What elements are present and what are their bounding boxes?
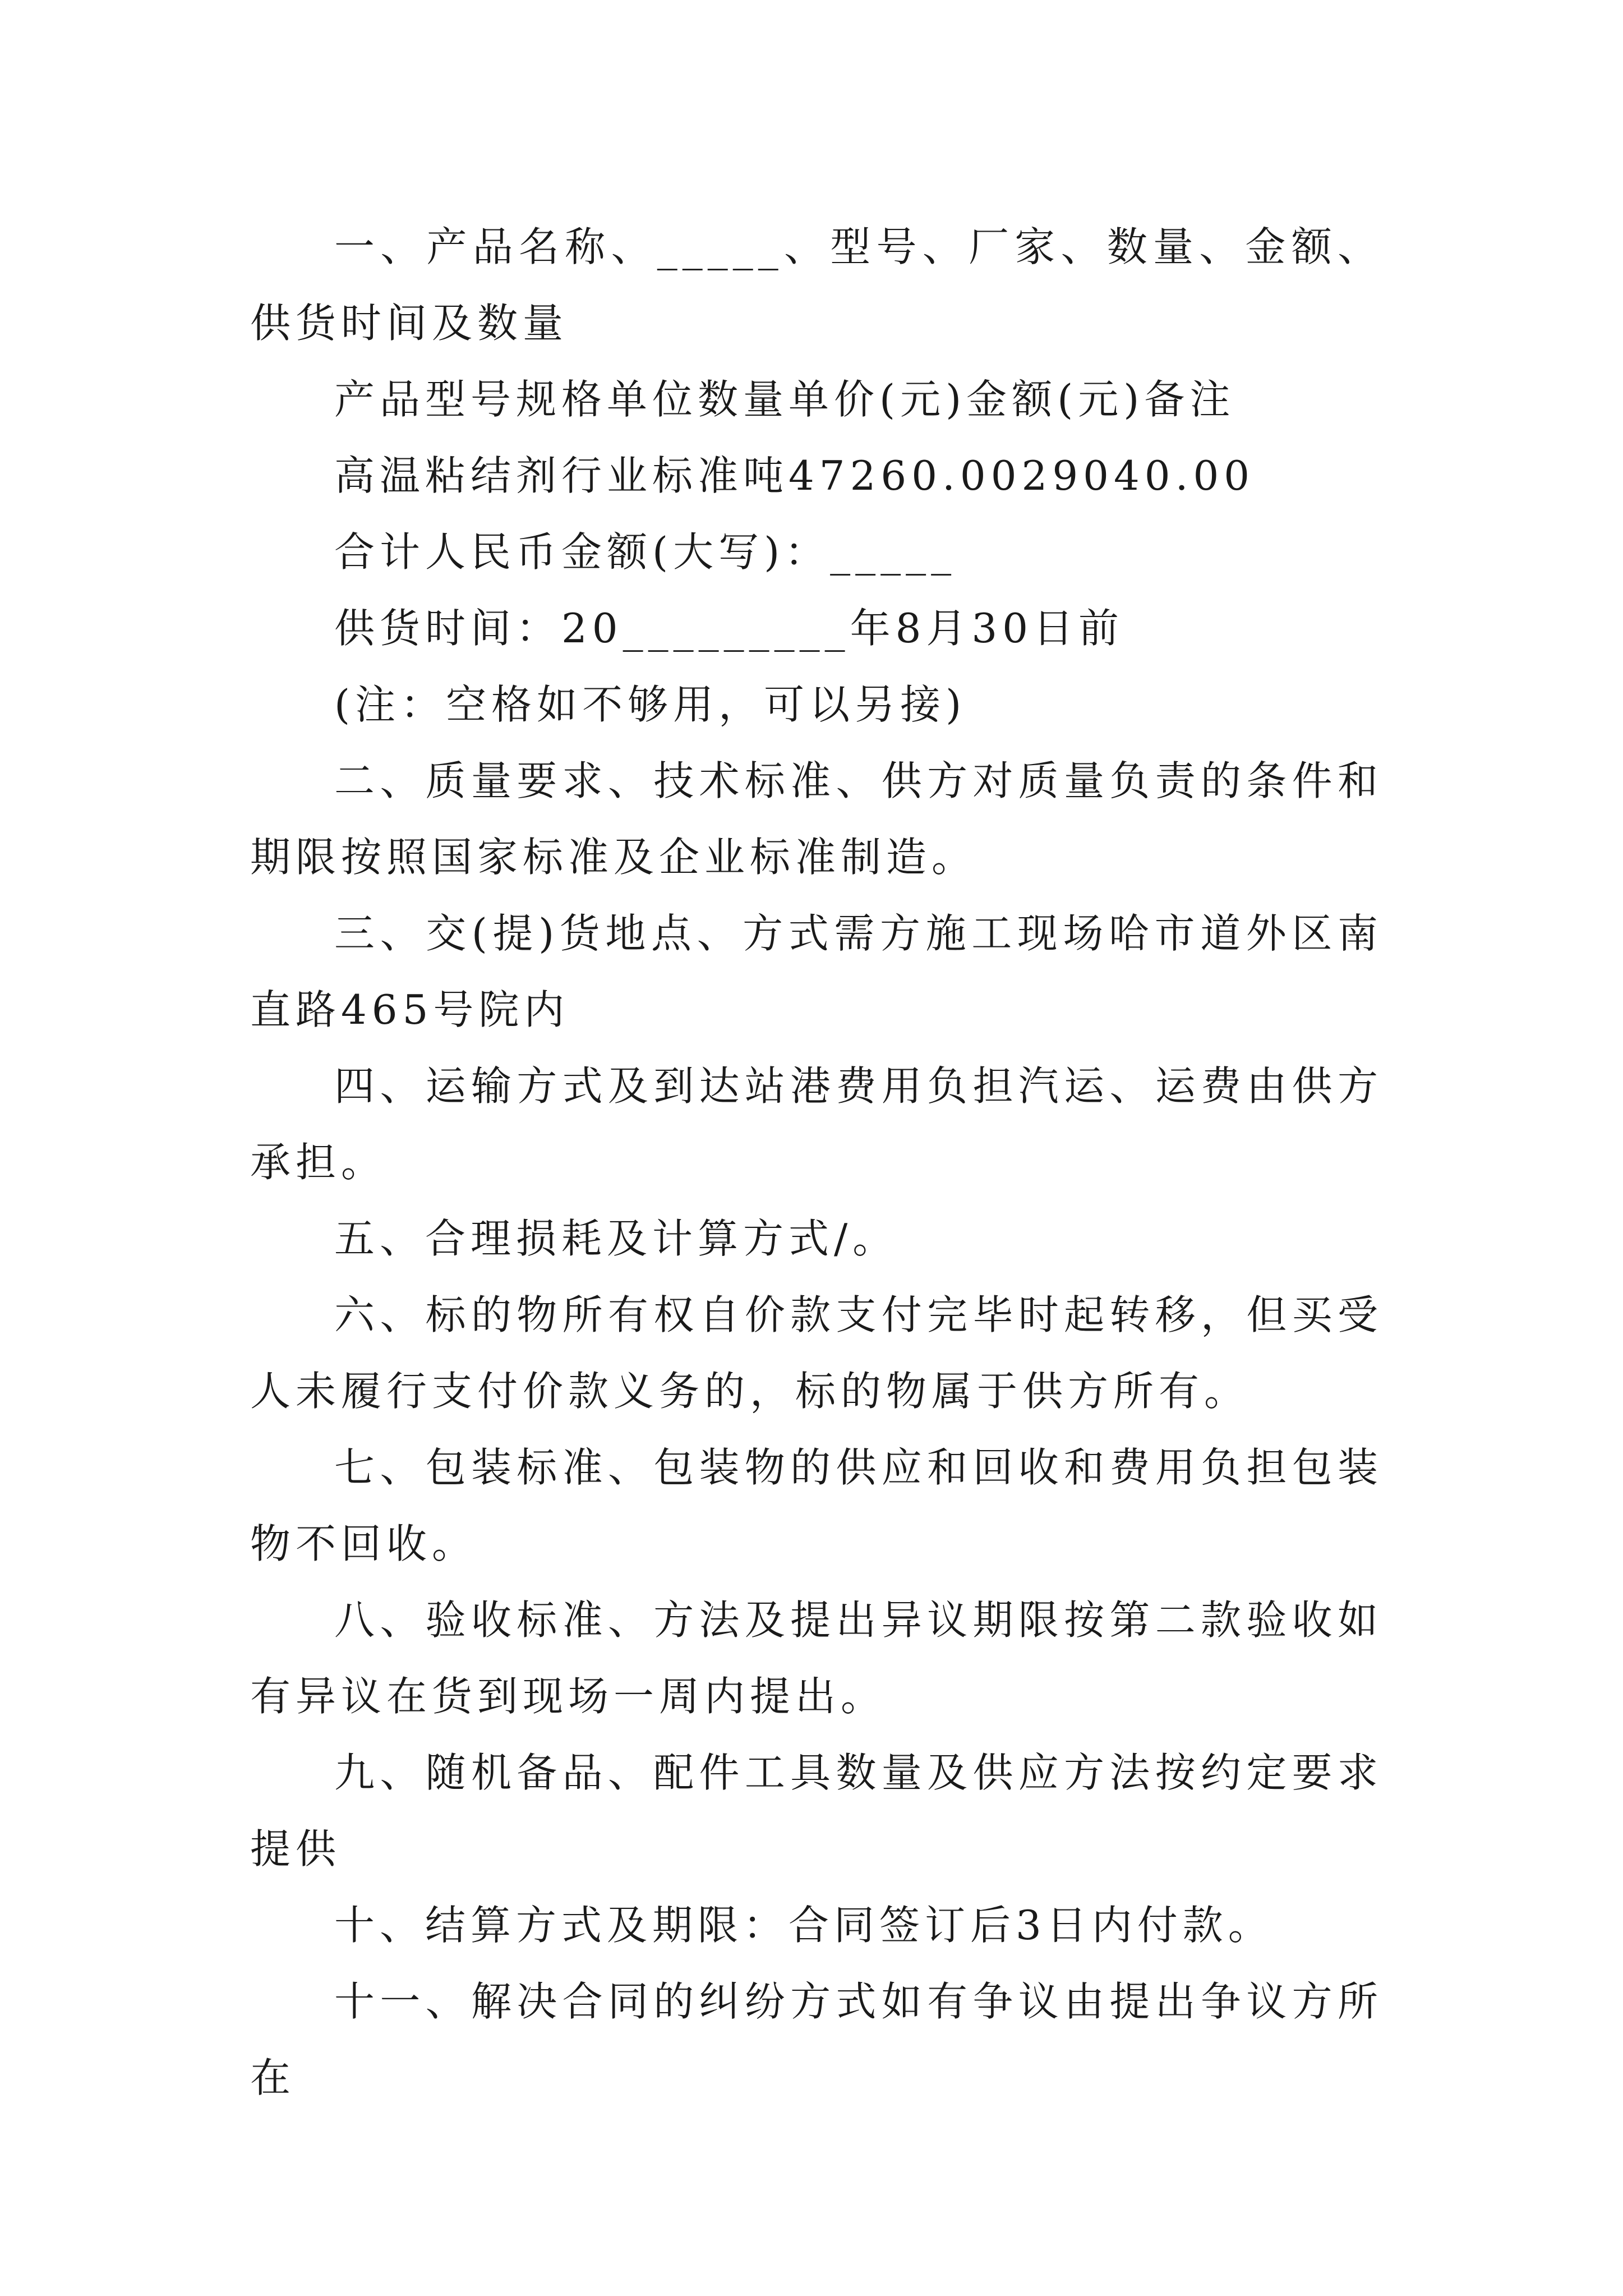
total-amount-line: 合计人民币金额(大写)：_____ [334, 528, 957, 576]
clause-4-transport: 四、运输方式及到达站港费用负担汽运、运费由供方承担。 [250, 1062, 1383, 1186]
document-body [250, 209, 1383, 2116]
clause-7-packaging: 七、包装标准、包装物的供应和回收和费用负担包装物不回收。 [250, 1444, 1383, 1567]
clause-9-spare-parts: 九、随机备品、配件工具数量及供应方法按约定要求提供 [250, 1749, 1383, 1872]
clause-1-product-info: 一、产品名称、_____、型号、厂家、数量、金额、供货时间及数量 [250, 223, 1383, 347]
product-table-row: 高温粘结剂行业标准吨47260.0029040.00 [334, 452, 1255, 499]
clause-11-dispute: 十一、解决合同的纠纷方式如有争议由提出争议方所在 [250, 1978, 1383, 2101]
clause-2-quality: 二、质量要求、技术标准、供方对质量负责的条件和期限按照国家标准及企业标准制造。 [250, 757, 1383, 881]
clause-5-loss: 五、合理损耗及计算方式/。 [334, 1215, 898, 1262]
clause-3-delivery-place: 三、交(提)货地点、方式需方施工现场哈市道外区南直路465号院内 [250, 910, 1383, 1033]
clause-8-acceptance: 八、验收标准、方法及提出异议期限按第二款验收如有异议在货到现场一周内提出。 [250, 1596, 1383, 1720]
product-table-header: 产品型号规格单位数量单价(元)金额(元)备注 [334, 376, 1235, 423]
clause-10-settlement: 十、结算方式及期限：合同签订后3日内付款。 [334, 1902, 1274, 1949]
clause-6-ownership: 六、标的物所有权自价款支付完毕时起转移，但买受人未履行支付价款义务的，标的物属于供方所有。 [250, 1291, 1383, 1415]
delivery-time-line: 供货时间：20_________年8月30日前 [334, 605, 1124, 652]
note-line: (注：空格如不够用，可以另接) [334, 681, 967, 728]
